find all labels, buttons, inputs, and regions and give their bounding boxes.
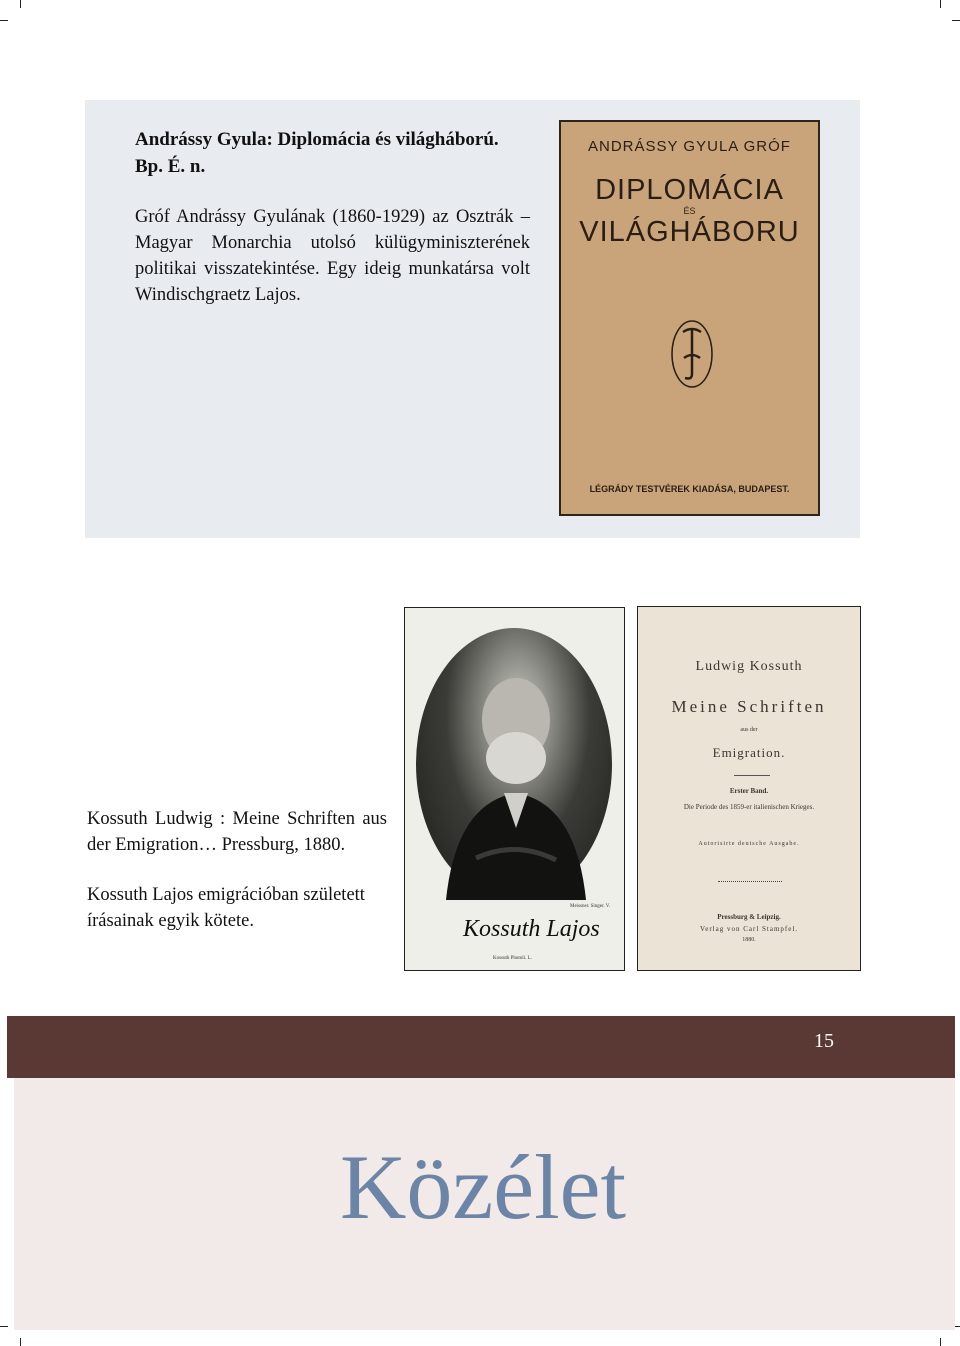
cover-publisher: LÉGRÁDY TESTVÉREK KIADÁSA, BUDAPEST. <box>589 484 790 494</box>
cover2-place: Pressburg & Leipzig. <box>717 913 781 921</box>
cover-author: ANDRÁSSY GYULA GRÓF <box>588 138 791 155</box>
kossuth-signature: Kossuth Lajos <box>463 916 600 942</box>
cover2-authorized: Autorisirte deutsche Ausgabe. <box>698 841 800 847</box>
item1-text <box>135 126 530 308</box>
crop-mark <box>20 0 21 8</box>
item2-title: Kossuth Ludwig : Meine Schriften aus der Emigration… Pressburg, 1880. <box>87 809 387 855</box>
cover-conj: ÉS <box>683 206 696 216</box>
item1-title: Andrássy Gyula: Diplomácia és világháború. Bp. É. n. <box>135 129 499 177</box>
cover2-period: Die Periode des 1859-er italienischen Krieges. <box>683 803 815 811</box>
cover2-ornament <box>718 881 782 882</box>
crop-mark <box>20 1338 21 1346</box>
cover2-title: Meine Schriften <box>671 697 827 716</box>
cover2-title2: Emigration. <box>712 745 786 760</box>
portrait-caption-bottom: Kossuth Photoli. L. <box>493 956 532 961</box>
cover2-sub: aus der <box>740 727 758 733</box>
cover2-volume: Erster Band. <box>729 787 769 795</box>
portrait-oval <box>416 628 612 900</box>
item1-description: Gróf Andrássy Gyulának (1860-1929) az Osztrák – Magyar Monarchia utolsó külügyminiszterének politikai visszatekintése. Egy ideig munkatársa volt Windischgraetz Lajos. <box>135 207 530 305</box>
kossuth-portrait <box>404 607 625 971</box>
page-number: 15 <box>814 1030 834 1052</box>
cover-title-line1: DIPLOMÁCIA <box>595 174 784 206</box>
crop-mark <box>940 0 941 8</box>
crop-mark <box>0 1326 8 1327</box>
cover-title-line2: VILÁGHÁBORU <box>579 216 800 248</box>
section-title: Közélet <box>339 1136 627 1238</box>
cover2-rule <box>734 775 770 776</box>
crop-mark <box>0 20 8 21</box>
cover2-year: 1880. <box>742 937 756 943</box>
cover2-publisher: Verlag von Carl Stampfel. <box>699 925 799 933</box>
item2-text <box>87 806 387 934</box>
book-cover-meine-schriften <box>637 606 861 971</box>
crop-mark <box>940 1338 941 1346</box>
publisher-logo-icon <box>669 318 715 390</box>
portrait-figure-icon <box>416 628 612 900</box>
footer-band <box>7 1016 955 1078</box>
item2-description: Kossuth Lajos emigrációban született írásainak egyik kötete. <box>87 885 365 931</box>
cover2-author: Ludwig Kossuth <box>695 659 803 674</box>
crop-mark <box>952 20 960 21</box>
portrait-caption-right: Meissner. Singer. V. <box>570 904 610 909</box>
book-cover-diplomacia <box>559 120 820 516</box>
